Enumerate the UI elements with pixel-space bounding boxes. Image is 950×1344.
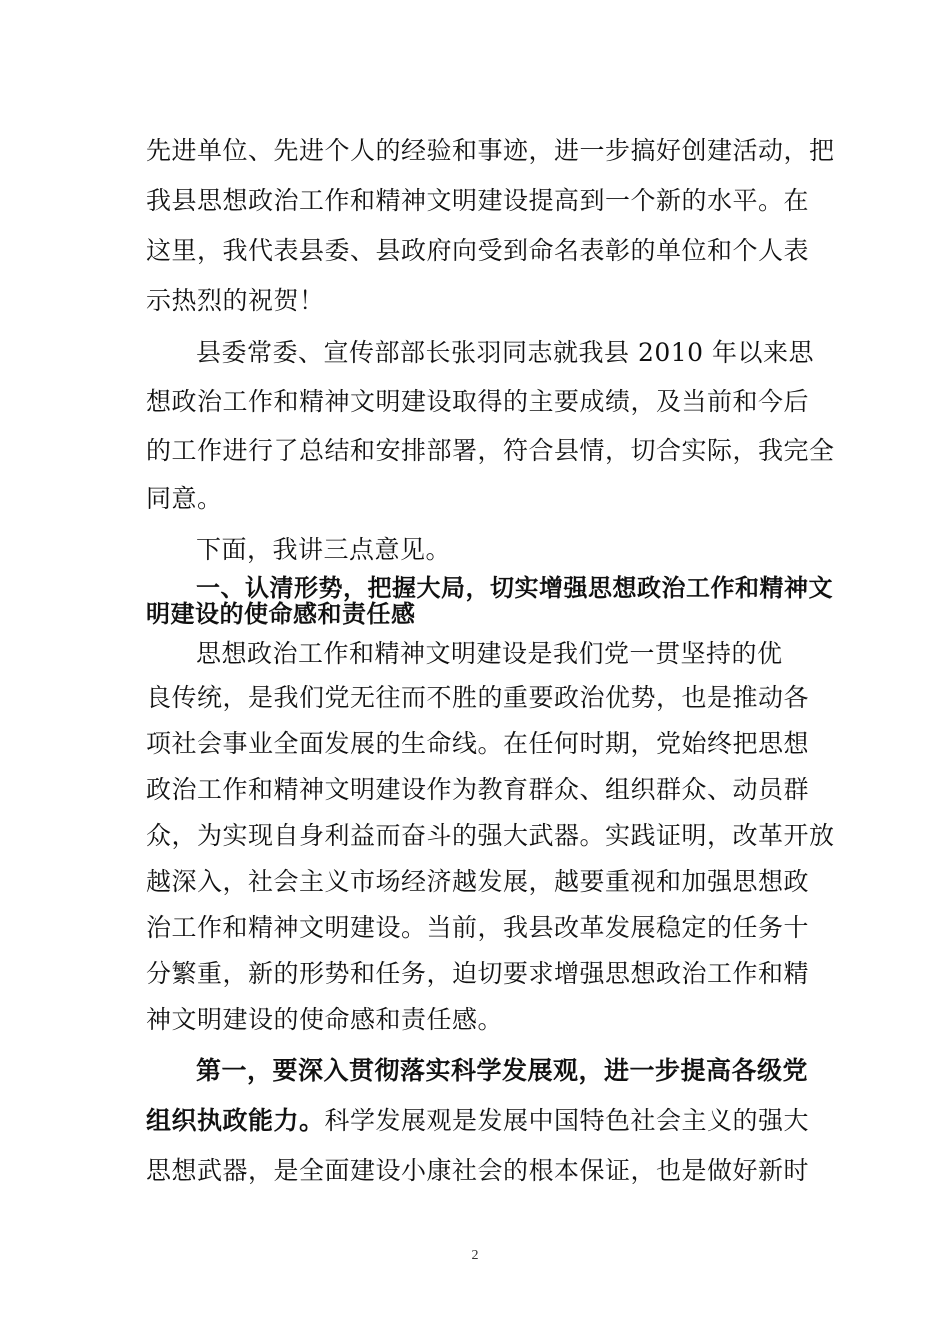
paragraph-1-line-3: 这里，我代表县委、县政府向受到命名表彰的单位和个人表 [146, 236, 810, 265]
paragraph-4-line-8: 分繁重，新的形势和任务，迫切要求增强思想政治工作和精 [146, 959, 810, 988]
paragraph-4-line-9: 神文明建设的使命感和责任感。 [146, 1005, 504, 1034]
paragraph-1-line-4: 示热烈的祝贺！ [146, 286, 325, 315]
paragraph-2-line-3: 的工作进行了总结和安排部署，符合县情，切合实际，我完全 [146, 436, 835, 465]
paragraph-3-line-1: 下面，我讲三点意见。 [196, 535, 452, 564]
paragraph-4-line-5: 众，为实现自身利益而奋斗的强大武器。实践证明，改革开放 [146, 821, 835, 850]
paragraph-1-line-1: 先进单位、先进个人的经验和事迹，进一步搞好创建活动，把 [146, 136, 835, 165]
paragraph-4-line-1: 思想政治工作和精神文明建设是我们党一贯坚持的优 [196, 639, 783, 668]
paragraph-2-line-2: 想政治工作和精神文明建设取得的主要成绩，及当前和今后 [146, 387, 810, 416]
paragraph-2-line-1: 县委常委、宣传部部长张羽同志就我县 2010 年以来思 [196, 338, 815, 367]
paragraph-5-line-2-text: 科学发展观是发展中国特色社会主义的强大 [324, 1106, 810, 1135]
section-heading-1-line-2: 明建设的使命感和责任感 [146, 599, 416, 628]
paragraph-5-line-3: 思想武器，是全面建设小康社会的根本保证，也是做好新时 [146, 1156, 810, 1185]
paragraph-4-line-6: 越深入，社会主义市场经济越发展，越要重视和加强思想政 [146, 867, 810, 896]
paragraph-2-line-4: 同意。 [146, 484, 223, 513]
paragraph-4-line-4: 政治工作和精神文明建设作为教育群众、组织群众、动员群 [146, 775, 810, 804]
paragraph-5-bold-lead: 组织执政能力。 [146, 1106, 325, 1135]
paragraph-4-line-7: 治工作和精神文明建设。当前，我县改革发展稳定的任务十 [146, 913, 810, 942]
section-heading-1-line-1: 一、认清形势，把握大局，切实增强思想政治工作和精神文 [196, 573, 833, 602]
paragraph-5-line-1: 第一，要深入贯彻落实科学发展观，进一步提高各级党 [196, 1056, 809, 1085]
paragraph-1-line-2: 我县思想政治工作和精神文明建设提高到一个新的水平。在 [146, 186, 810, 215]
page-number: 2 [471, 1248, 479, 1263]
paragraph-4-line-2: 良传统，是我们党无往而不胜的重要政治优势，也是推动各 [146, 683, 810, 712]
paragraph-5-line-2 [146, 1104, 810, 1138]
paragraph-4-line-3: 项社会事业全面发展的生命线。在任何时期，党始终把思想 [146, 729, 810, 758]
